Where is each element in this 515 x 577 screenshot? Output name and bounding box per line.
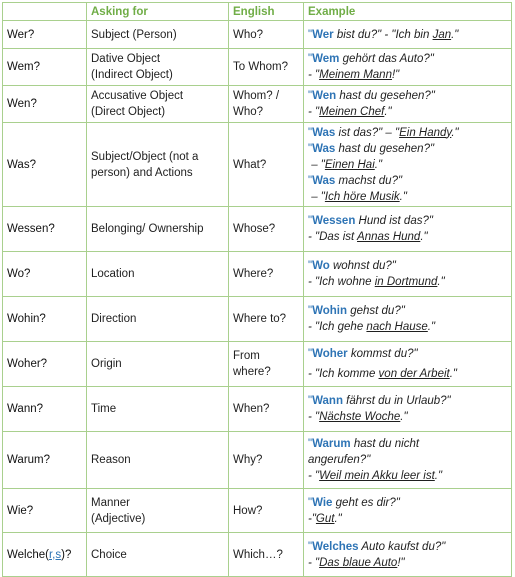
table-row [3,21,512,49]
asking-for: Belonging/ Ownership [87,207,229,252]
question-word: Wo? [3,252,87,297]
asking-for: Time [87,387,229,432]
question-word: Warum? [3,432,87,489]
table-row [3,49,512,86]
table-row [3,342,512,387]
header-asking-for: Asking for [87,3,229,21]
table-row [3,123,512,207]
asking-for: Location [87,252,229,297]
question-word: Wessen? [3,207,87,252]
asking-for: Origin [87,342,229,387]
table-row [3,432,512,489]
question-word: Was? [3,123,87,207]
question-word: Wem? [3,49,87,86]
asking-for: Direction [87,297,229,342]
english: Where to? [229,297,304,342]
example: "Wessen Hund ist das?" - "Das ist Annas Hund." [304,207,512,252]
question-words-table [2,2,512,577]
english: Why? [229,432,304,489]
english: When? [229,387,304,432]
table-row [3,489,512,533]
example: "Wen hast du gesehen?" - "Meinen Chef." [304,86,512,123]
english: Whom? / Who? [229,86,304,123]
asking-for: Manner (Adjective) [87,489,229,533]
example: "Was ist das?" – "Ein Handy." "Was hast du gesehen?" – "Einen Hai." "Was machst du?" – "Ich höre Musik." [304,123,512,207]
asking-for: Subject/Object (not a person) and Actions [87,123,229,207]
question-word: Wer? [3,21,87,49]
header-row [3,3,512,21]
table-row [3,207,512,252]
header-example: Example [304,3,512,21]
english: Whose? [229,207,304,252]
header-english: English [229,3,304,21]
table-row [3,252,512,297]
example: "Wem gehört das Auto?" - "Meinem Mann!" [304,49,512,86]
header-question [3,3,87,21]
asking-for: Accusative Object (Direct Object) [87,86,229,123]
example: "Warum hast du nicht angerufen?" - "Weil mein Akku leer ist." [304,432,512,489]
english: Who? [229,21,304,49]
example: "Wo wohnst du?" - "Ich wohne in Dortmund." [304,252,512,297]
example: "Wer bist du?" - "Ich bin Jan." [304,21,512,49]
question-word: Wie? [3,489,87,533]
question-word: Wen? [3,86,87,123]
table-row [3,533,512,577]
english: Which…? [229,533,304,577]
english: How? [229,489,304,533]
english: From where? [229,342,304,387]
example: "Wie geht es dir?" -"Gut." [304,489,512,533]
question-word: Wohin? [3,297,87,342]
english: Where? [229,252,304,297]
table-row [3,387,512,432]
example: "Welches Auto kaufst du?" - "Das blaue Auto!" [304,533,512,577]
english: What? [229,123,304,207]
asking-for: Choice [87,533,229,577]
table-row [3,297,512,342]
question-word: Wann? [3,387,87,432]
english: To Whom? [229,49,304,86]
question-word: Welche(r,s)? [3,533,87,577]
example: "Wann fährst du in Urlaub?" - "Nächste Woche." [304,387,512,432]
asking-for: Subject (Person) [87,21,229,49]
example: "Woher kommst du?" - "Ich komme von der Arbeit." [304,342,512,387]
table-row [3,86,512,123]
example: "Wohin gehst du?" - "Ich gehe nach Hause." [304,297,512,342]
question-word: Woher? [3,342,87,387]
asking-for: Reason [87,432,229,489]
asking-for: Dative Object (Indirect Object) [87,49,229,86]
